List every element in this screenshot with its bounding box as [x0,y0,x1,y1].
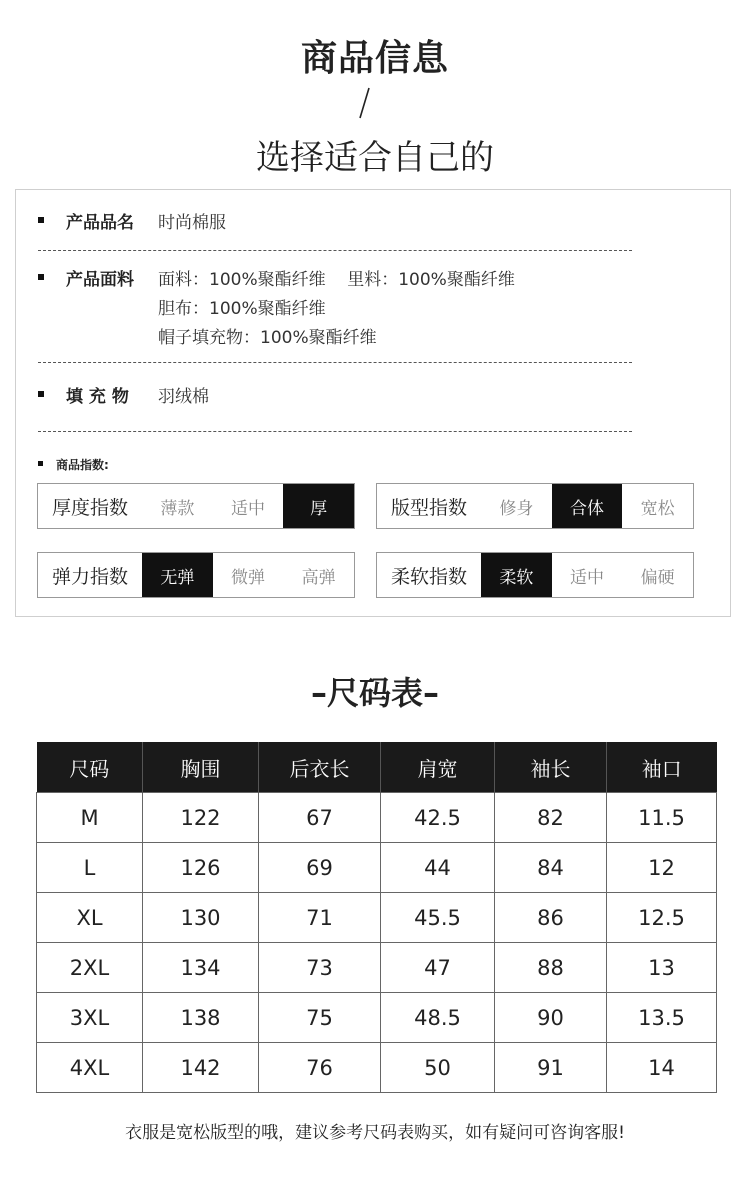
table-cell: 12 [607,843,717,893]
index-softness [376,552,694,598]
index-elasticity [37,552,355,598]
table-cell: 73 [259,943,381,993]
table-cell: 13 [607,943,717,993]
filling-value: 羽绒棉 [158,387,209,407]
column-header: 袖口 [607,742,717,793]
fabric-line: 胆布：100%聚酯纤维 [158,299,326,319]
page-subtitle: 选择适合自己的 [256,138,494,178]
table-cell: L [37,843,143,893]
table-cell: 75 [259,993,381,1043]
table-cell: 13.5 [607,993,717,1043]
index-option: 薄款 [160,498,195,519]
table-cell: 126 [143,843,259,893]
index-thickness [37,483,355,529]
table-cell: 11.5 [607,793,717,843]
fabric-line: 面料：100%聚酯纤维 里料：100%聚酯纤维 [158,270,515,290]
page-title: 商品信息 [300,38,449,79]
table-cell: 50 [381,1043,495,1093]
footer-note: 衣服是宽松版型的哦，建议参考尺码表购买，如有疑问可咨询客服! [125,1123,625,1143]
table-row [37,793,717,843]
index-name: 柔软指数 [390,565,467,588]
product-name-value: 时尚棉服 [158,213,226,233]
bullet-icon [38,461,43,466]
table-cell: 47 [381,943,495,993]
divider [38,431,632,432]
table-cell: 4XL [37,1043,143,1093]
bullet-icon [38,274,44,280]
index-option: 偏硬 [640,567,675,588]
table-cell: 86 [495,893,607,943]
product-info-box [15,189,731,617]
index-option-selected: 无弹 [142,553,213,597]
table-row [37,893,717,943]
table-cell: 67 [259,793,381,843]
table-cell: 44 [381,843,495,893]
table-row [37,943,717,993]
table-header-row [37,742,717,793]
index-option: 宽松 [640,498,675,519]
table-cell: 84 [495,843,607,893]
index-option: 微弹 [231,567,265,588]
index-option: 适中 [231,498,265,519]
size-table [36,742,717,1093]
table-cell: 91 [495,1043,607,1093]
filling-label: 填 充 物 [66,387,129,407]
table-cell: 138 [143,993,259,1043]
slash-divider [356,86,372,120]
table-cell: 134 [143,943,259,993]
column-header: 肩宽 [381,742,495,793]
index-option: 修身 [499,498,534,519]
table-cell: 14 [607,1043,717,1093]
table-cell: XL [37,893,143,943]
bullet-icon [38,217,44,223]
index-option: 适中 [570,567,604,588]
fabric-label: 产品面料 [66,270,134,290]
table-cell: 82 [495,793,607,843]
table-row [37,993,717,1043]
column-header: 尺码 [37,742,143,793]
divider [38,250,632,251]
table-cell: 122 [143,793,259,843]
index-name: 版型指数 [390,496,467,519]
product-name-label: 产品品名 [66,213,134,233]
table-row [37,1043,717,1093]
index-option-selected: 厚 [283,484,354,528]
divider [38,362,632,363]
table-cell: 12.5 [607,893,717,943]
column-header: 后衣长 [259,742,381,793]
index-option-selected: 柔软 [481,553,552,597]
table-cell: 76 [259,1043,381,1093]
index-label: 商品指数: [56,458,109,472]
table-cell: 88 [495,943,607,993]
table-cell: 69 [259,843,381,893]
table-cell: M [37,793,143,843]
index-fit [376,483,694,529]
bullet-icon [38,391,44,397]
table-cell: 2XL [37,943,143,993]
table-cell: 142 [143,1043,259,1093]
fabric-line: 帽子填充物：100%聚酯纤维 [158,328,377,348]
index-option-selected: 合体 [552,484,623,528]
column-header: 袖长 [495,742,607,793]
size-table-title: –尺码表– [310,674,439,712]
table-cell: 42.5 [381,793,495,843]
table-cell: 130 [143,893,259,943]
index-option: 高弹 [301,567,336,588]
table-cell: 71 [259,893,381,943]
index-name: 弹力指数 [51,565,128,588]
table-cell: 48.5 [381,993,495,1043]
table-row [37,843,717,893]
table-cell: 3XL [37,993,143,1043]
column-header: 胸围 [143,742,259,793]
table-cell: 90 [495,993,607,1043]
index-name: 厚度指数 [51,496,128,519]
table-cell: 45.5 [381,893,495,943]
